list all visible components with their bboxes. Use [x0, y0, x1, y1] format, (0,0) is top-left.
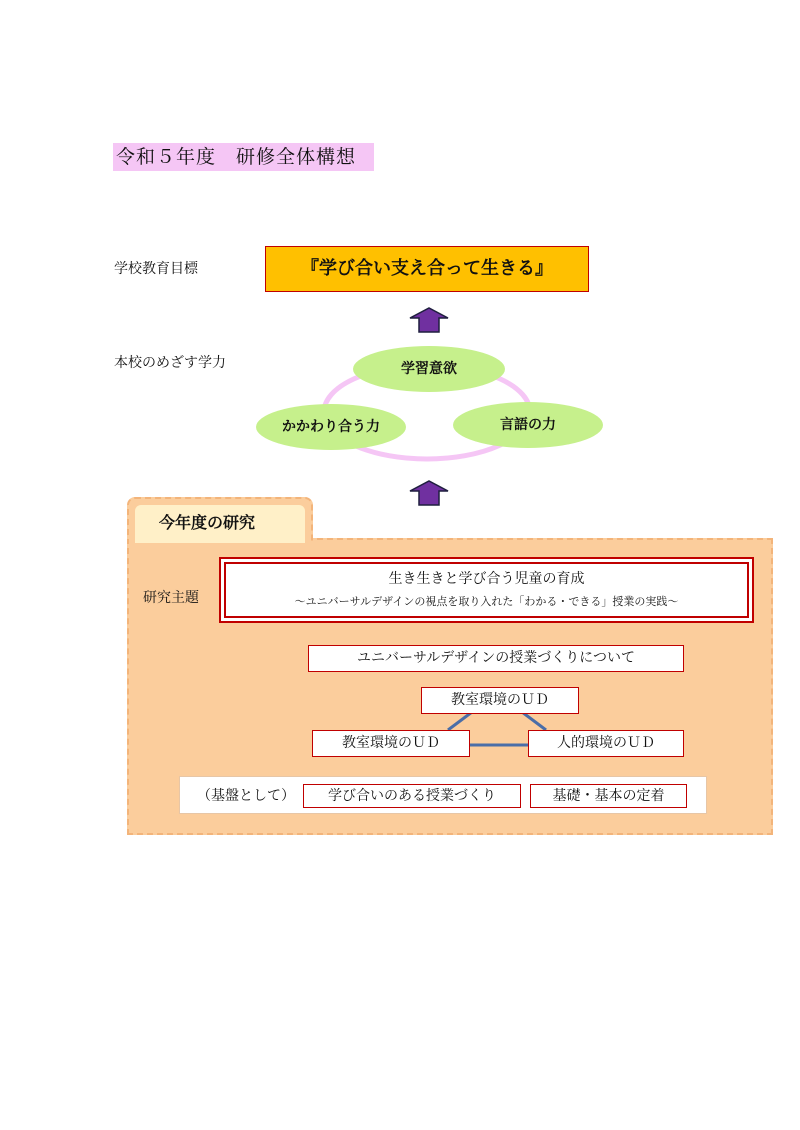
theme-label: 研究主題 — [143, 590, 199, 606]
ability-motivation: 学習意欲 — [353, 346, 505, 392]
ud-title-box: ユニバーサルデザインの授業づくりについて — [308, 645, 684, 672]
page-title: 令和５年度 研修全体構想 — [113, 143, 374, 171]
ability-relationship: かかわり合う力 — [256, 404, 406, 450]
theme-main-text: 生き生きと学び合う児童の育成 — [388, 571, 585, 587]
base-label: （基盤として） — [197, 788, 295, 804]
up-arrow-icon — [407, 306, 451, 334]
ability-language: 言語の力 — [453, 402, 603, 448]
ud-top-box: 教室環境のＵＤ — [421, 687, 579, 714]
theme-box — [219, 557, 754, 623]
up-arrow-icon — [407, 479, 451, 507]
abilities-label: 本校のめざす学力 — [114, 355, 226, 371]
base-item-fundamentals: 基礎・基本の定着 — [530, 784, 687, 808]
school-goal-box: 『学び合い支え合って生きる』 — [265, 246, 589, 292]
ud-left-box: 教室環境のＵＤ — [312, 730, 470, 757]
base-item-lesson: 学び合いのある授業づくり — [303, 784, 521, 808]
research-tab — [127, 497, 313, 543]
research-tab-label: 今年度の研究 — [135, 505, 305, 543]
school-goal-label: 学校教育目標 — [114, 261, 198, 277]
ud-right-box: 人的環境のＵＤ — [528, 730, 684, 757]
theme-sub-text: ～ユニバーサルデザインの視点を取り入れた「わかる・できる」授業の実践～ — [294, 595, 679, 608]
